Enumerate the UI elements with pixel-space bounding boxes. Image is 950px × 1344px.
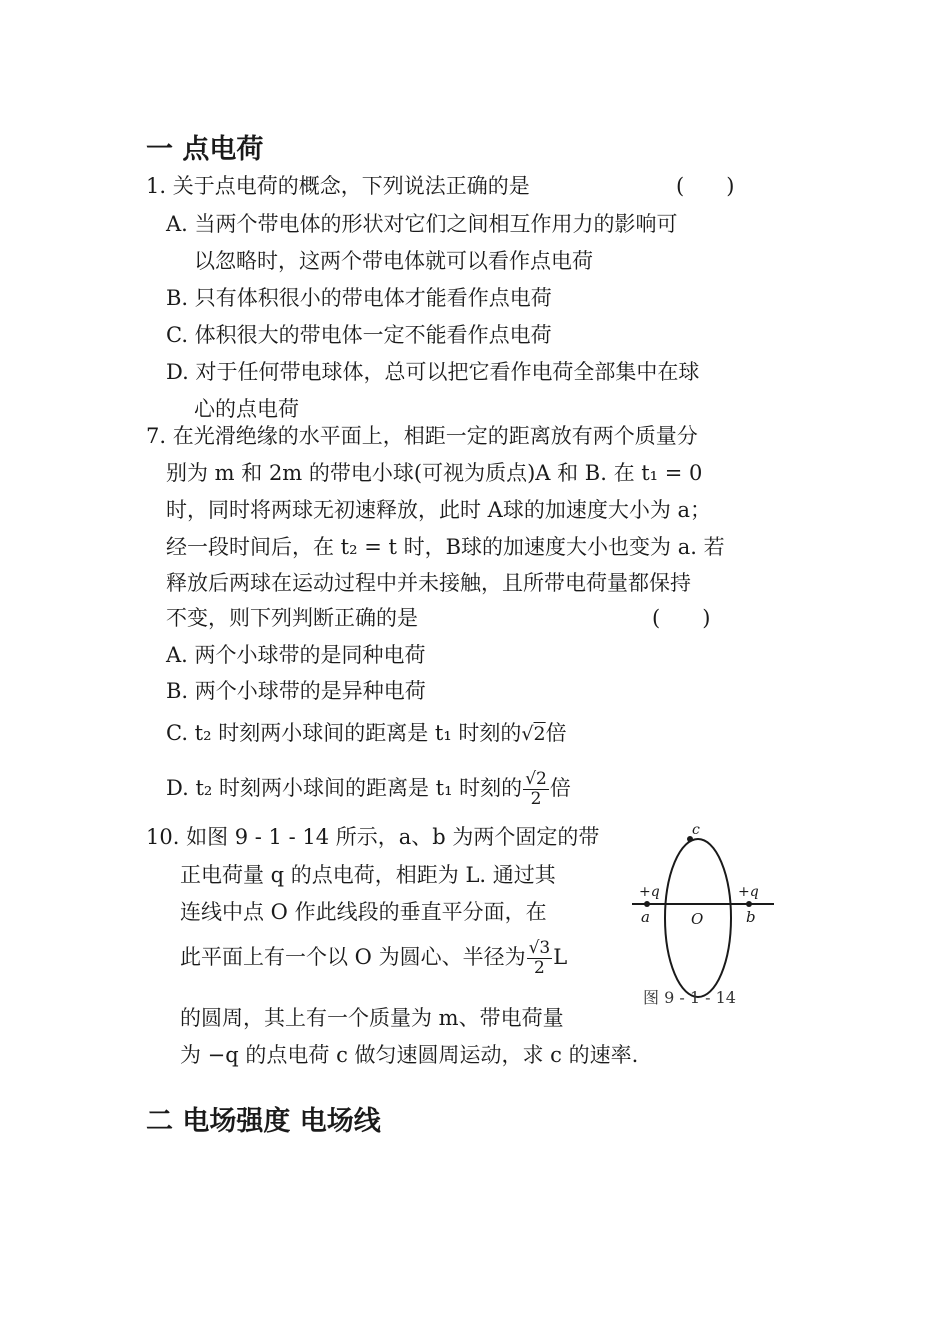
q7-option-d-suffix: 倍 [549,776,571,800]
q1-option-b: B. 只有体积很小的带电体才能看作点电荷 [166,286,552,310]
figure-caption: 图 9 - 1 - 14 [643,988,736,1007]
q10-line4-suffix: L [553,945,568,969]
q7-option-c [166,720,567,747]
label-b: b [746,908,756,926]
q7-answer-blank: ( ) [652,606,711,630]
section-title-electric-field: 二 电场强度 电场线 [146,1106,381,1137]
q7-option-d [166,768,571,809]
q10-line5: 的圆周，其上有一个质量为 m、带电荷量 [180,1006,564,1030]
q7-line1: 7. 在光滑绝缘的水平面上，相距一定的距离放有两个质量分 [146,424,698,448]
q1-option-a-line1: A. 当两个带电体的形状对它们之间相互作用力的影响可 [166,212,678,236]
q10-line3: 连线中点 O 作此线段的垂直平分面，在 [180,900,547,924]
q7-option-c-suffix: 倍 [545,721,567,745]
q1-stem: 1. 关于点电荷的概念，下列说法正确的是 [146,174,530,198]
q1-option-d-line1: D. 对于任何带电球体，总可以把它看作电荷全部集中在球 [166,360,700,384]
q10-line4-text: 此平面上有一个以 O 为圆心、半径为 [180,945,526,969]
figure-9-1-14 [628,822,778,1012]
q7-line6: 不变，则下列判断正确的是 [166,606,418,630]
label-b-charge: +q [738,884,759,900]
label-c: c [692,822,700,838]
q7-line4: 经一段时间后，在 t₂ = t 时，B球的加速度大小也变为 a. 若 [166,535,725,559]
label-a-charge: +q [639,884,660,900]
q7-line3: 时，同时将两球无初速释放，此时 A球的加速度大小为 a； [166,498,712,522]
q10-radius-fraction: $\frac{√3}{2}$ [528,938,551,978]
q7-option-a: A. 两个小球带的是同种电荷 [166,643,426,667]
q10-line6: 为 −q 的点电荷 c 做匀速圆周运动，求 c 的速率. [180,1043,639,1067]
q7-option-c-sqrt: √2 [521,723,546,745]
q7-line5: 释放后两球在运动过程中并未接触，且所带电荷量都保持 [166,571,691,595]
label-a: a [641,908,650,926]
q10-line2: 正电荷量 q 的点电荷，相距为 L. 通过其 [180,863,556,887]
label-o: O [691,910,704,928]
q10-line4 [180,937,567,978]
point-b [746,901,752,907]
q10-line1: 10. 如图 9 - 1 - 14 所示，a、b 为两个固定的带 [146,825,600,849]
q7-option-c-text: C. t₂ 时刻两小球间的距离是 t₁ 时刻的 [166,721,522,745]
q7-line2: 别为 m 和 2m 的带电小球(可视为质点)A 和 B. 在 t₁ = 0 [166,461,703,485]
q7-option-b: B. 两个小球带的是异种电荷 [166,679,426,703]
q1-answer-blank: ( ) [676,174,735,198]
q1-option-c: C. 体积很大的带电体一定不能看作点电荷 [166,323,552,347]
point-a [644,901,650,907]
section-title-point-charge: 一 点电荷 [146,134,264,165]
q1-option-a-line2: 以忽略时，这两个带电体就可以看作点电荷 [194,249,593,273]
q7-option-d-text: D. t₂ 时刻两小球间的距离是 t₁ 时刻的 [166,776,523,800]
q1-option-d-line2: 心的点电荷 [194,397,299,421]
q7-option-d-fraction: $\frac{√2}{2}$ [525,769,547,809]
